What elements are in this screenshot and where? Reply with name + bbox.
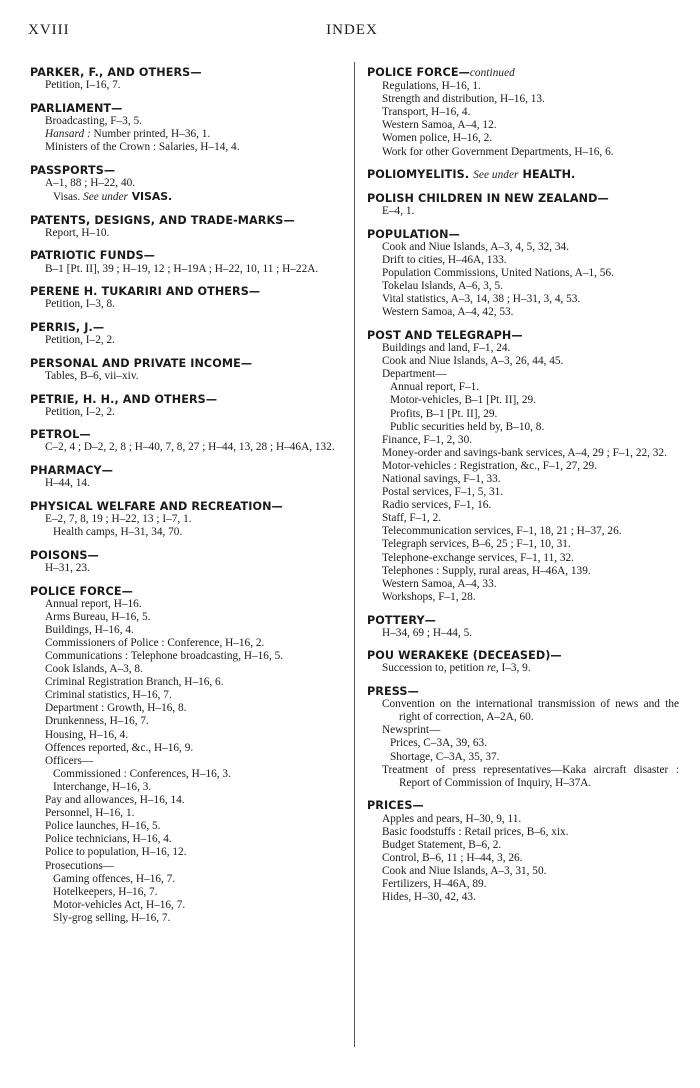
index-entry [30, 66, 342, 92]
entry-subline [367, 865, 679, 878]
subline-text: Petition, I–2, 2. [45, 334, 115, 347]
index-entry [367, 66, 679, 159]
entry-heading [30, 214, 342, 227]
heading-text: PATENTS, DESIGNS, AND TRADE-MARKS— [30, 213, 295, 227]
heading-text: POLICE FORCE— [30, 584, 133, 598]
entry-subline [367, 132, 679, 145]
subline-text: Police to population, H–16, 12. [45, 846, 187, 859]
subline-text: Regulations, H–16, 1. [382, 80, 481, 93]
subline-text: Telecommunication services, F–1, 18, 21 ; H–37, 26. [382, 525, 622, 538]
index-entry [30, 214, 342, 240]
entry-subline [367, 525, 679, 538]
entry-heading [30, 549, 342, 562]
entry-subline [367, 512, 679, 525]
entry-subline [367, 241, 679, 254]
entry-heading [367, 685, 679, 698]
entry-subline [367, 552, 679, 565]
entry-subline [30, 781, 342, 794]
subline-text: Cook and Niue Islands, A–3, 4, 5, 32, 34. [382, 240, 570, 253]
entry-heading [367, 649, 679, 662]
index-entry [30, 464, 342, 490]
subline-text: Tokelau Islands, A–6, 3, 5. [382, 280, 503, 293]
entry-subline [30, 873, 342, 886]
entry-heading [367, 614, 679, 627]
subline-text: Department : Growth, H–16, 8. [45, 702, 187, 715]
heading-italic: See under [473, 169, 519, 182]
subline-text: Prices, C–3A, 39, 63. [390, 737, 487, 750]
subline-text: Finance, F–1, 2, 30. [382, 433, 473, 446]
subline-text: Annual report, F–1. [390, 381, 480, 394]
heading-text: POU WERAKEKE (DECEASED)— [367, 649, 562, 663]
subline-text: Profits, B–1 [Pt. II], 29. [390, 407, 498, 420]
index-entry [30, 102, 342, 154]
entry-subline [30, 227, 342, 240]
subline-italic: re, [486, 662, 499, 675]
entry-subline [367, 878, 679, 891]
index-entry [367, 329, 679, 604]
subline-text: Treatment of press representatives—Kaka aircraft disaster : Report of Commission of Inquiry, H–37A. [382, 763, 679, 789]
subline-text: Drift to cities, H–46A, 133. [382, 253, 507, 266]
subline-text: B–1 [Pt. II], 39 ; H–19, 12 ; H–19A ; H–22, 10, 11 ; H–22A. [45, 262, 319, 275]
subline-text: Visas. [53, 190, 84, 203]
entry-subline [30, 663, 342, 676]
entry-subline [30, 406, 342, 419]
subline-text: Western Samoa, A–4, 33. [382, 577, 497, 590]
entry-subline [30, 755, 342, 768]
entry-subline [30, 441, 342, 454]
subline-text: Interchange, H–16, 3. [53, 780, 152, 793]
heading-text: PETROL— [30, 428, 91, 442]
entry-heading [30, 357, 342, 370]
entry-subline [367, 698, 679, 724]
entry-subline [30, 79, 342, 92]
subline-text: Motor-vehicles, B–1 [Pt. II], 29. [390, 394, 536, 407]
heading-text: POTTERY— [367, 613, 436, 627]
subline-text: Cook and Niue Islands, A–3, 31, 50. [382, 864, 547, 877]
subline-text: Ministers of the Crown : Salaries, H–14, 4. [45, 141, 240, 154]
heading-text: PHARMACY— [30, 464, 114, 478]
heading-text: PASSPORTS— [30, 163, 116, 177]
subline-text: Strength and distribution, H–16, 13. [382, 93, 545, 106]
subline-text: Department— [382, 368, 447, 381]
index-entry [30, 585, 342, 925]
heading-text: POISONS— [30, 548, 99, 562]
subline-text: Motor-vehicles : Registration, &c., F–1, 27, 29. [382, 459, 598, 472]
subline-text: Communications : Telephone broadcasting, H–16, 5. [45, 650, 284, 662]
subline-text: C–2, 4 ; D–2, 2, 8 ; H–40, 7, 8, 27 ; H–44, 13, 28 ; H–46A, 132. [45, 441, 335, 454]
entry-heading [367, 329, 679, 342]
entry-subline [367, 891, 679, 904]
entry-subline [367, 80, 679, 93]
entry-subline [30, 729, 342, 742]
entry-subline [30, 190, 342, 204]
subline-text: Petition, I–2, 2. [45, 405, 115, 418]
entry-subline [30, 768, 342, 781]
subline-text: Personnel, H–16, 1. [45, 807, 135, 820]
subline-text: Western Samoa, A–4, 12. [382, 119, 497, 132]
entry-subline [367, 368, 679, 381]
entry-subline [30, 298, 342, 311]
entry-subline [30, 820, 342, 833]
entry-subline [367, 591, 679, 604]
subline-text: Cook Islands, A–3, 8. [45, 663, 143, 676]
heading-text: PHYSICAL WELFARE AND RECREATION— [30, 499, 283, 513]
entry-subline [30, 860, 342, 873]
heading-text: PARLIAMENT— [30, 101, 123, 115]
subline-text: Broadcasting, F–3, 5. [45, 114, 142, 127]
subline-text: Workshops, F–1, 28. [382, 590, 476, 603]
entry-subline [367, 254, 679, 267]
entry-subline [367, 852, 679, 865]
subline-text: Fertilizers, H–46A, 89. [382, 878, 487, 890]
entry-subline [367, 394, 679, 407]
entry-subline [30, 833, 342, 846]
index-entry [367, 799, 679, 904]
subline-crossref: VISAS. [127, 189, 173, 203]
entry-heading [30, 464, 342, 477]
subline-text: Buildings, H–16, 4. [45, 623, 134, 636]
page-header [28, 22, 676, 44]
entry-heading [30, 285, 342, 298]
entry-heading [30, 428, 342, 441]
subline-text: Convention on the international transmission of news and the right of correction, A–2A, 60. [382, 698, 679, 724]
subline-text: Annual report, H–16. [45, 597, 142, 610]
subline-text: Transport, H–16, 4. [382, 106, 471, 119]
subline-text: Sly-grog selling, H–16, 7. [53, 911, 171, 924]
entry-subline [30, 598, 342, 611]
subline-text: Work for other Government Departments, H–16, 6. [382, 145, 614, 158]
subline-text: Telegraph services, B–6, 25 ; F–1, 10, 31. [382, 538, 571, 551]
entry-heading [30, 66, 342, 79]
entry-subline [30, 912, 342, 925]
entry-subline [367, 499, 679, 512]
index-column-left [30, 66, 342, 935]
subline-text: Basic foodstuffs : Retail prices, B–6, xix. [382, 825, 569, 838]
entry-subline [367, 447, 679, 460]
subline-text: Hides, H–30, 42, 43. [382, 891, 476, 904]
entry-subline [367, 627, 679, 640]
subline-italic: See under [83, 190, 128, 203]
subline-text: H–31, 23. [45, 561, 90, 574]
heading-text: PETRIE, H. H., AND OTHERS— [30, 392, 218, 406]
column-divider [354, 62, 355, 1047]
subline-text: Cook and Niue Islands, A–3, 26, 44, 45. [382, 355, 564, 368]
entry-subline [30, 846, 342, 859]
subline-text: Buildings and land, F–1, 24. [382, 342, 511, 355]
subline-text: Succession to, petition [382, 662, 487, 675]
heading-text: PARKER, F., AND OTHERS— [30, 66, 202, 79]
subline-text: Staff, F–1, 2. [382, 512, 442, 525]
entry-subline [30, 141, 342, 154]
entry-subline [30, 513, 342, 526]
entry-subline [367, 306, 679, 319]
entry-subline [367, 119, 679, 132]
subline-text: Western Samoa, A–4, 42, 53. [382, 306, 514, 319]
subline-text: Officers— [45, 754, 94, 767]
subline-text: Commissioners of Police : Conference, H–16, 2. [45, 636, 265, 649]
entry-subline [367, 146, 679, 159]
index-entry [30, 357, 342, 383]
subline-text: Telephone-exchange services, F–1, 11, 32. [382, 551, 575, 564]
entry-subline [30, 702, 342, 715]
entry-subline [30, 128, 342, 141]
entry-subline [367, 565, 679, 578]
heading-text: PERSONAL AND PRIVATE INCOME— [30, 356, 253, 370]
heading-italic: continued [469, 67, 515, 79]
subline-text: Commissioned : Conferences, H–16, 3. [53, 767, 231, 780]
entry-heading [30, 393, 342, 406]
entry-subline [30, 477, 342, 490]
index-entry [367, 614, 679, 640]
subline-text: Number printed, H–36, 1. [90, 127, 211, 140]
subline-text: Vital statistics, A–3, 14, 38 ; H–31, 3, 4, 53. [382, 293, 581, 306]
subline-text: Police launches, H–16, 5. [45, 820, 161, 833]
entry-subline [367, 408, 679, 421]
subline-italic: Hansard : [45, 127, 91, 140]
subline-text: Budget Statement, B–6, 2. [382, 838, 502, 851]
entry-subline [367, 473, 679, 486]
entry-subline [367, 93, 679, 106]
subline-text: Tables, B–6, vii–xiv. [45, 369, 139, 382]
subline-text: Petition, I–16, 7. [45, 79, 121, 92]
heading-text: PRESS— [367, 685, 419, 699]
entry-subline [367, 434, 679, 447]
index-entry [30, 321, 342, 347]
subline-text: Pay and allowances, H–16, 14. [45, 794, 185, 807]
entry-subline [367, 460, 679, 473]
subline-text: H–34, 69 ; H–44, 5. [382, 626, 473, 639]
entry-subline [367, 737, 679, 750]
subline-text: E–2, 7, 8, 19 ; H–22, 13 ; I–7, 1. [45, 512, 192, 525]
entry-subline [367, 486, 679, 499]
entry-subline [30, 742, 342, 755]
entry-subline [30, 807, 342, 820]
subline-text: Radio services, F–1, 16. [382, 499, 492, 512]
heading-text: POLICE FORCE— [367, 66, 470, 79]
heading-text: POLIOMYELITIS. [367, 168, 470, 182]
entry-subline [30, 334, 342, 347]
subline-text: Offences reported, &c., H–16, 9. [45, 741, 194, 754]
entry-subline [367, 106, 679, 119]
subline-text: E–4, 1. [382, 205, 415, 218]
index-entry [367, 685, 679, 790]
subline-text: Money-order and savings-bank services, A–4, 29 ; F–1, 22, 32. [382, 446, 667, 459]
entry-subline [30, 650, 342, 663]
subline-text: Apples and pears, H–30, 9, 11. [382, 812, 522, 825]
entry-subline [367, 381, 679, 394]
heading-text: POPULATION— [367, 227, 460, 241]
index-entry [30, 285, 342, 311]
subline-text: Criminal statistics, H–16, 7. [45, 689, 172, 702]
entry-subline [30, 689, 342, 702]
index-column-right [367, 66, 679, 914]
entry-subline [30, 177, 342, 190]
subline-text: I–3, 9. [498, 662, 531, 675]
entry-subline [367, 293, 679, 306]
entry-heading [30, 321, 342, 334]
entry-subline [367, 355, 679, 368]
entry-subline [367, 662, 679, 675]
entry-heading [367, 228, 679, 241]
entry-subline [367, 764, 679, 790]
entry-subline [367, 342, 679, 355]
heading-text: POST AND TELEGRAPH— [367, 328, 523, 342]
index-entry [367, 168, 679, 182]
entry-heading [367, 66, 679, 80]
entry-subline [30, 886, 342, 899]
subline-text: Population Commissions, United Nations, A–1, 56. [382, 267, 614, 279]
index-entry [367, 192, 679, 218]
entry-subline [30, 611, 342, 624]
entry-subline [30, 263, 342, 276]
entry-subline [30, 115, 342, 128]
index-entry [367, 649, 679, 675]
subline-text: Shortage, C–3A, 35, 37. [390, 750, 500, 763]
entry-subline [367, 280, 679, 293]
index-entry [30, 500, 342, 539]
entry-subline [30, 676, 342, 689]
index-entry [30, 428, 342, 454]
entry-subline [367, 839, 679, 852]
subline-text: Gaming offences, H–16, 7. [53, 872, 176, 885]
entry-subline [30, 370, 342, 383]
entry-subline [367, 205, 679, 218]
entry-subline [30, 526, 342, 539]
subline-text: Public securities held by, B–10, 8. [390, 420, 545, 433]
heading-crossref: HEALTH. [522, 168, 576, 182]
subline-text: Women police, H–16, 2. [382, 132, 493, 145]
subline-text: A–1, 88 ; H–22, 40. [45, 176, 136, 189]
subline-text: Postal services, F–1, 5, 31. [382, 486, 504, 499]
entry-heading [30, 500, 342, 513]
subline-text: H–44, 14. [45, 477, 90, 490]
index-entry [367, 228, 679, 320]
entry-subline [30, 715, 342, 728]
subline-text: Newsprint— [382, 724, 441, 737]
index-entry [30, 393, 342, 419]
entry-subline [367, 826, 679, 839]
index-entry [30, 164, 342, 204]
entry-subline [367, 267, 679, 280]
heading-text: PATRIOTIC FUNDS— [30, 249, 155, 263]
entry-subline [30, 624, 342, 637]
entry-heading [30, 585, 342, 598]
subline-text: Arms Bureau, H–16, 5. [45, 610, 151, 623]
heading-text: PRICES— [367, 799, 424, 813]
page-number: XVIII [28, 22, 70, 38]
subline-text: Prosecutions— [45, 859, 115, 872]
entry-subline [30, 899, 342, 912]
heading-text: POLISH CHILDREN IN NEW ZEALAND— [367, 191, 609, 205]
entry-subline [367, 578, 679, 591]
subline-text: Health camps, H–31, 34, 70. [53, 526, 183, 539]
subline-text: Control, B–6, 11 ; H–44, 3, 26. [382, 851, 523, 864]
entry-heading [30, 249, 342, 262]
entry-subline [367, 813, 679, 826]
entry-subline [367, 724, 679, 737]
subline-text: Report, H–10. [45, 226, 110, 239]
subline-text: Petition, I–3, 8. [45, 298, 115, 311]
entry-subline [30, 637, 342, 650]
subline-text: Criminal Registration Branch, H–16, 6. [45, 676, 224, 689]
page-title: INDEX [326, 22, 378, 38]
entry-heading [367, 799, 679, 812]
subline-text: Motor-vehicles Act, H–16, 7. [53, 898, 186, 911]
entry-subline [367, 751, 679, 764]
subline-text: Drunkenness, H–16, 7. [45, 715, 149, 728]
subline-text: Telephones : Supply, rural areas, H–46A, 139. [382, 564, 591, 577]
entry-heading [30, 164, 342, 177]
subline-text: Police technicians, H–16, 4. [45, 833, 172, 846]
entry-heading [30, 102, 342, 115]
subline-text: Hotelkeepers, H–16, 7. [53, 885, 158, 898]
entry-subline [367, 421, 679, 434]
index-entry [30, 549, 342, 575]
heading-text: PERENE H. TUKARIRI AND OTHERS— [30, 285, 261, 299]
entry-heading [367, 192, 679, 205]
subline-text: National savings, F–1, 33. [382, 473, 501, 485]
entry-heading [367, 168, 679, 182]
entry-subline [30, 794, 342, 807]
index-entry [30, 249, 342, 275]
entry-subline [30, 562, 342, 575]
heading-text: PERRIS, J.— [30, 320, 105, 334]
entry-subline [367, 538, 679, 551]
subline-text: Housing, H–16, 4. [45, 728, 129, 741]
